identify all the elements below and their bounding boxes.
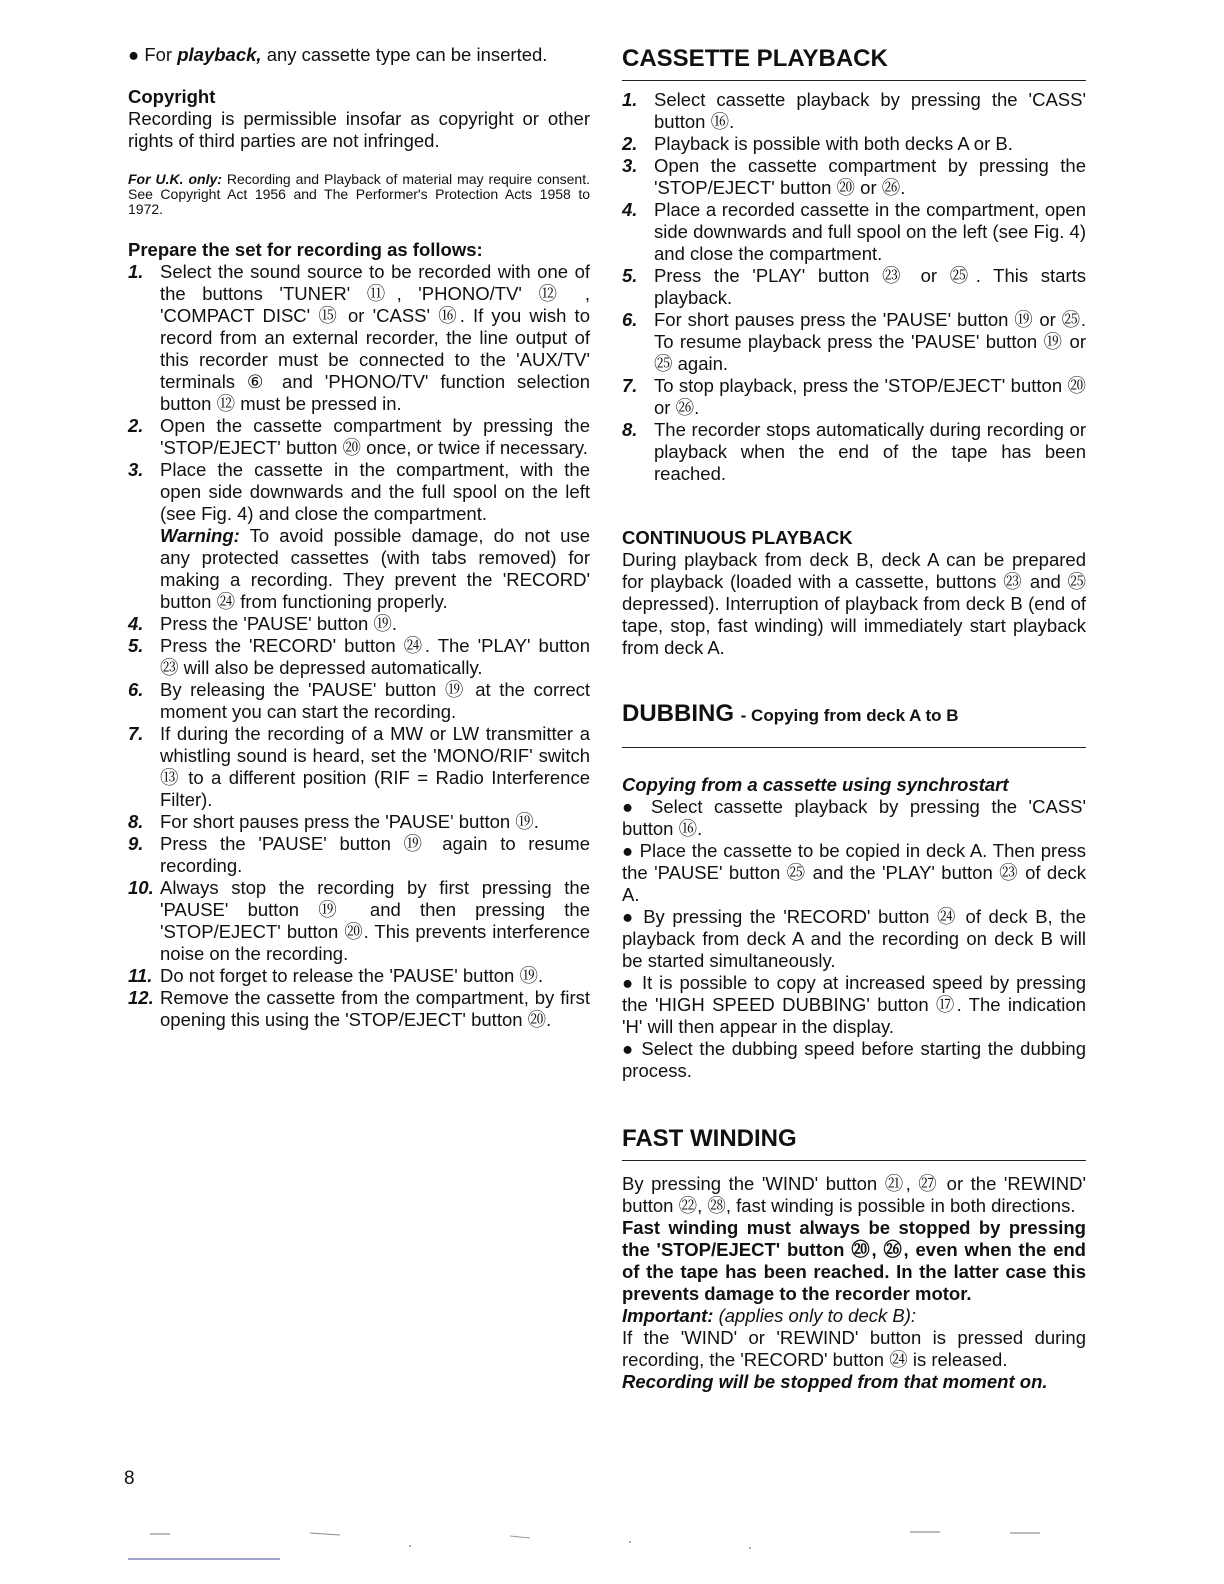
list-item: 2. Playback is possible with both decks A or B. (622, 133, 1013, 154)
list-item: 5. Press the 'PLAY' button ㉓ or ㉕. This starts playback. (622, 265, 1086, 308)
list-item: 12. Remove the cassette from the compartment, by first opening this using the 'STOP/EJECT' button ⑳. (128, 987, 590, 1030)
bullet-dot: ● (128, 44, 140, 65)
list-item: 6. By releasing the 'PAUSE' button ⑲ at the correct moment you can start the recording. (128, 679, 590, 722)
playback-steps (622, 89, 1086, 485)
page-number: 8 (124, 1468, 135, 1489)
final-warning: Recording will be stopped from that moment on. (622, 1371, 1048, 1392)
warning-label: Warning: (160, 525, 240, 546)
list-item: 1. Select cassette playback by pressing the 'CASS' button ⑯. (622, 89, 1086, 132)
list-item: 8. The recorder stops automatically during recording or playback when the end of the tape has been reached. (622, 419, 1086, 484)
list-item: ● Select the dubbing speed before starting the dubbing process. (622, 1038, 1087, 1081)
bullet-dot: ● (622, 972, 635, 993)
list-item: 7. If during the recording of a MW or LW transmitter a whistling sound is heard, set the 'MONO/RIF' switch ⑬ to a different position (RIF = Radio Interference Filter). (128, 723, 590, 810)
important-text: If the 'WIND' or 'REWIND' button is pressed during recording, the 'RECORD' button ㉔ is released. (622, 1327, 1086, 1370)
recording-steps (128, 261, 590, 1031)
scan-artifacts (110, 1524, 1090, 1574)
playback-note: ● For playback, any cassette type can be inserted. (128, 44, 548, 65)
right-column (622, 44, 1086, 1393)
bullet-dot: ● (622, 796, 640, 817)
list-item: 11. Do not forget to release the 'PAUSE' button ⑲. (128, 965, 544, 986)
list-item: 3. Place the cassette in the compartment, with the open side downwards and the full spool on the left (see Fig. 4) and close the compartment. Warning: To avoid possible damage, do not use any protected cassettes (with tabs removed) for making a recording. They prevent the 'RECORD' button ㉔ from functioning properly. (128, 459, 590, 612)
list-item: ● It is possible to copy at increased speed by pressing the 'HIGH SPEED DUBBING' button ⑰. The indication 'H' will then appear in the display. (622, 972, 1086, 1037)
prepare-title: Prepare the set for recording as follows: (128, 239, 483, 260)
dubbing-list (622, 796, 1086, 1082)
continuous-title: CONTINUOUS PLAYBACK (622, 527, 853, 548)
warning-text: To avoid possible damage, do not use any protected cassettes (with tabs removed) for making a recording. They prevent the 'RECORD' button ㉔ from functioning properly. (160, 525, 590, 612)
section-title-dubbing: DUBBING - Copying from deck A to B (622, 699, 1086, 748)
list-item: ● Select cassette playback by pressing the 'CASS' button ⑯. (622, 796, 1086, 839)
section-title-fast-winding: FAST WINDING (622, 1124, 1086, 1161)
list-item: 1. Select the sound source to be recorded with one of the buttons 'TUNER' ⑪, 'PHONO/TV' ⑫ , 'COMPACT DISC' ⑮ or 'CASS' ⑯. If you wish to record from an external recorder, the line output of this recorder must be connected to the 'AUX/TV' terminals ⑥ and 'PHONO/TV' function selection button ⑫ must be pressed in. (128, 261, 590, 414)
copyright-title: Copyright (128, 86, 216, 107)
list-item: 8. For short pauses press the 'PAUSE' button ⑲. (128, 811, 539, 832)
fast-winding-warning: Fast winding must always be stopped by pressing the 'STOP/EJECT' button ⑳, ㉖, even when the end of the tape has been reached. In the latter case this prevents damage to the recorder motor. (622, 1217, 1086, 1304)
bullet-dot: ● (622, 840, 634, 861)
list-item: 9. Press the 'PAUSE' button ⑲ again to resume recording. (128, 833, 590, 876)
list-item: 3. Open the cassette compartment by pressing the 'STOP/EJECT' button ⑳ or ㉖. (622, 155, 1086, 198)
list-item: 2. Open the cassette compartment by pressing the 'STOP/EJECT' button ⑳ once, or twice if necessary. (128, 415, 590, 458)
list-item: 4. Place a recorded cassette in the compartment, open side downwards and full spool on the left (see Fig. 4) and close the compartment. (622, 199, 1086, 264)
fast-winding-text: By pressing the 'WIND' button ㉑, ㉗ or the 'REWIND' button ㉒, ㉘, fast winding is possible in both directions. (622, 1173, 1086, 1216)
continuous-text: During playback from deck B, deck A can be prepared for playback (loaded with a cassette, buttons ㉓ and ㉕ depressed). Interruption of playback from deck B (end of tape, stop, fast winding) will immediately start playback from deck A. (622, 549, 1086, 658)
section-title-cassette-playback: CASSETTE PLAYBACK (622, 44, 1086, 81)
important-note: Important: (applies only to deck B): (622, 1305, 917, 1326)
list-item: 7. To stop playback, press the 'STOP/EJECT' button ⑳ or ㉖. (622, 375, 1086, 418)
bullet-dot: ● (622, 1038, 635, 1059)
list-item: 10. Always stop the recording by first pressing the 'PAUSE' button ⑲ and then pressing the 'STOP/EJECT' button ⑳. This prevents interference noise on the recording. (128, 877, 590, 964)
copyright-text: Recording is permissible insofar as copyright or other rights of third parties are not infringed. (128, 108, 590, 151)
uk-note: For U.K. only: Recording and Playback of material may require consent. See Copyright Act 1956 and The Performer's Protection Acts 1958 to 1972. (128, 171, 590, 217)
list-item: ● By pressing the 'RECORD' button ㉔ of deck B, the playback from deck A and the recording on deck B will be started simultaneously. (622, 906, 1086, 971)
bullet-dot: ● (622, 906, 636, 927)
synchrostart-title: Copying from a cassette using synchrostart (622, 774, 1009, 795)
list-item: ● Place the cassette to be copied in deck A. Then press the 'PAUSE' button ㉕ and the 'PLAY' button ㉓ of deck A. (622, 840, 1086, 905)
list-item: 4. Press the 'PAUSE' button ⑲. (128, 613, 398, 634)
left-column (128, 44, 590, 1031)
list-item: 5. Press the 'RECORD' button ㉔. The 'PLAY' button ㉓ will also be depressed automatically. (128, 635, 590, 678)
list-item: 6. For short pauses press the 'PAUSE' button ⑲ or ㉕. To resume playback press the 'PAUSE' button ⑲ or ㉕ again. (622, 309, 1086, 374)
